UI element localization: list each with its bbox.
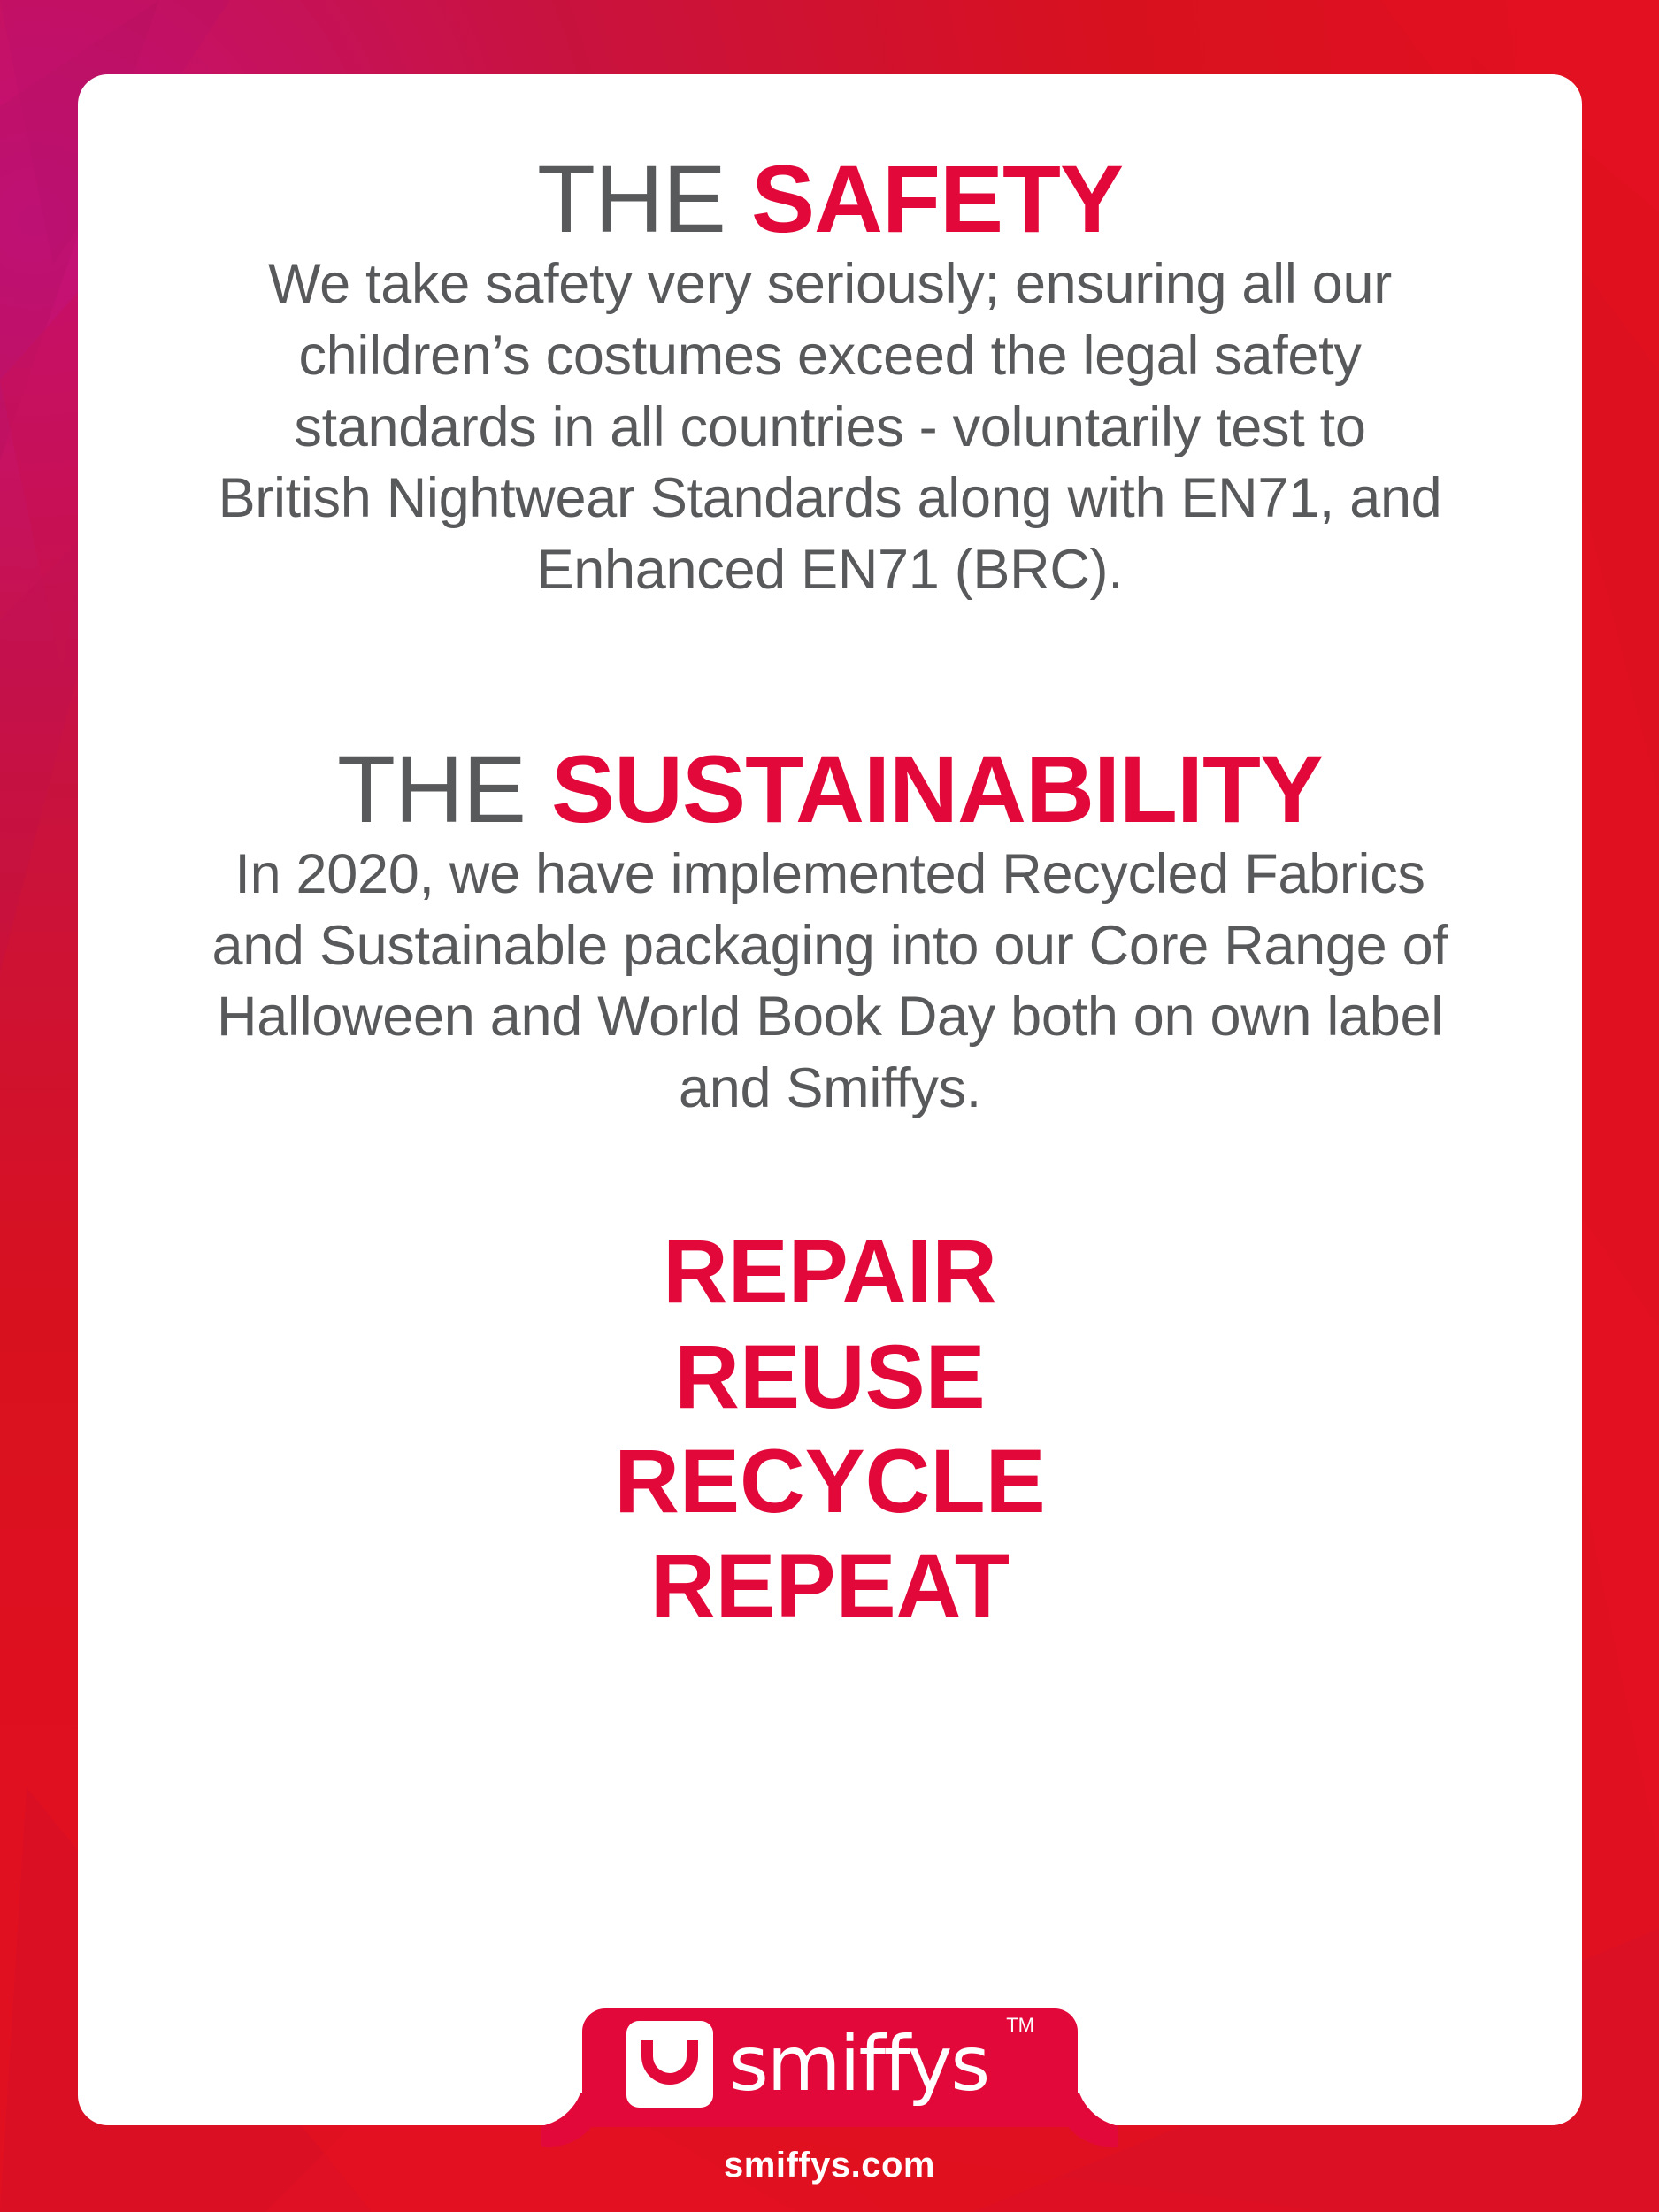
- safety-body-text: We take safety very seriously; ensuring all our children’s costumes exceed the legal safety standards in all countries - voluntarily test to British Nightwear Standards along with EN71, and Enhanced EN71 (BRC).: [218, 253, 1442, 601]
- sustainability-heading: [184, 734, 1476, 842]
- safety-heading-plain: THE: [536, 145, 751, 252]
- logo-wordmark: smiffys: [729, 2020, 989, 2108]
- footer: [0, 2008, 1659, 2212]
- sustainability-heading-plain: THE: [336, 734, 551, 842]
- logo-tab: [582, 2008, 1078, 2127]
- website-url: smiffys.com: [724, 2146, 935, 2185]
- slogan-line-repeat: REPEAT: [649, 1535, 1010, 1637]
- slogan-block: [184, 1219, 1476, 1638]
- sustainability-body-text: In 2020, we have implemented Recycled Fabrics and Sustainable packaging into our Core Range of Halloween and World Book Day both on own label and Smiffys.: [211, 842, 1448, 1119]
- slogan-line-reuse: REUSE: [674, 1325, 986, 1427]
- section-spacer: [184, 606, 1476, 739]
- smiffys-logo: [626, 2014, 1034, 2108]
- trademark-mark: TM: [1006, 2014, 1034, 2036]
- safety-heading-accent: SAFETY: [750, 145, 1124, 252]
- smile-square-icon: [626, 2021, 713, 2108]
- sustainability-section: [184, 734, 1476, 1125]
- smile-arc: [641, 2040, 698, 2085]
- slogan-line-repair: REPAIR: [663, 1221, 997, 1323]
- slogan-line-recycle: RECYCLE: [614, 1431, 1046, 1532]
- safety-heading: [184, 74, 1476, 252]
- safety-section: [184, 74, 1476, 606]
- sustainability-heading-accent: SUSTAINABILITY: [551, 734, 1323, 842]
- content-card: [78, 74, 1582, 2125]
